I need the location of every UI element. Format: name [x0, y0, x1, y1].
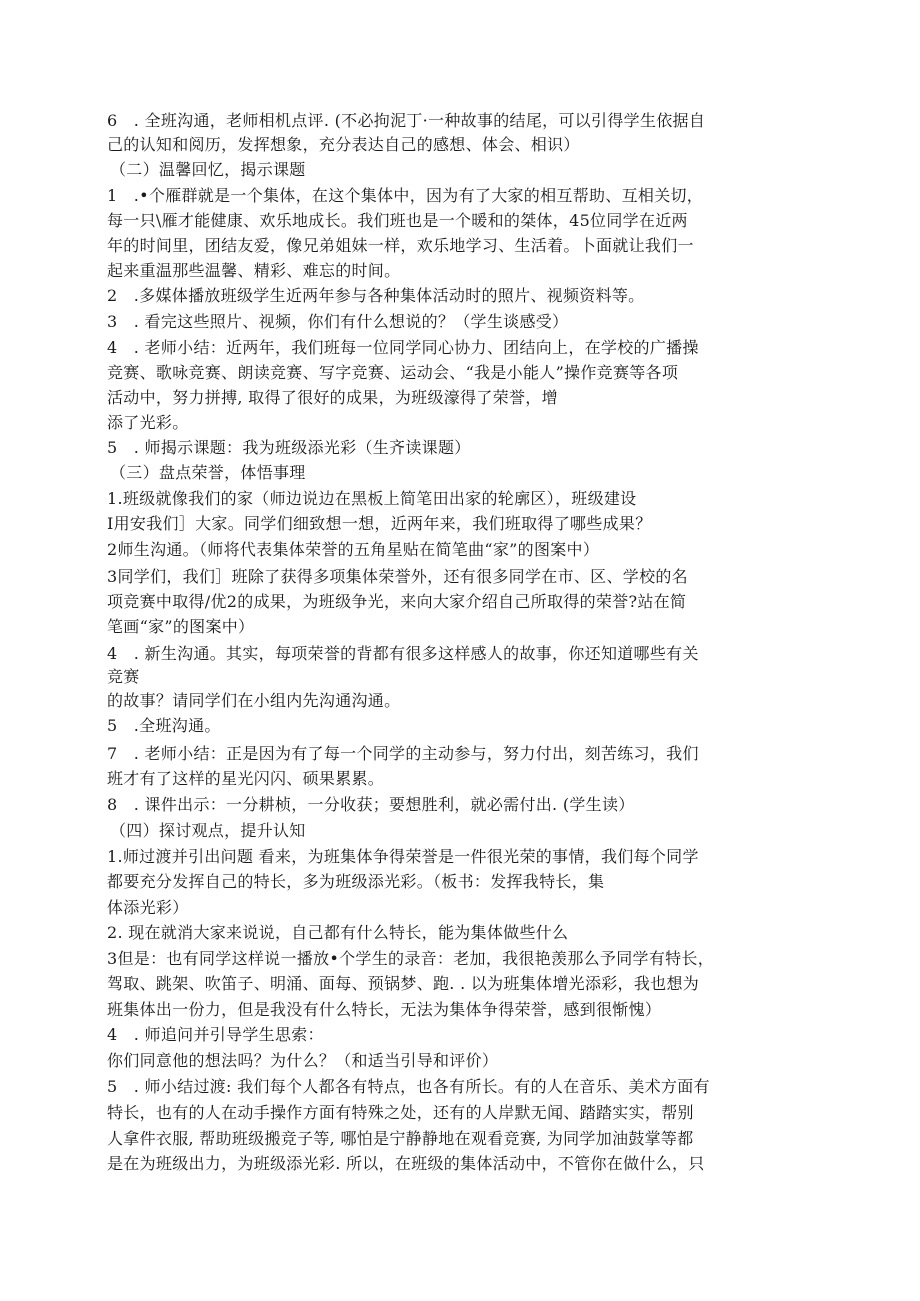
text-line: 竞赛、歌咏竞赛、朗读竞赛、写字竞赛、运动会、“我是小能人”操作竞赛等各项	[107, 363, 679, 382]
text-line: 8 . 课件出示：一分耕桢，一分收获；要想胜利，就必需付出. (学生读）	[107, 795, 635, 814]
text-line: 2师生沟通。（师将代表集体荣誉的五角星贴在简笔曲“家”的图案中）	[107, 540, 600, 559]
text-line: 每一只\雁才能健康、欢乐地成长。我们班也是一个暖和的桀体，45位同学在近两	[107, 211, 688, 230]
section-heading: （四）探讨观点，提升认知	[110, 821, 306, 840]
text-line: 7 . 老师小结：正是因为有了每一个同学的主动参与，努力付出，刻苦练习，我们	[107, 744, 699, 763]
section-heading: （三）盘点荣誉，体悟事理	[110, 463, 306, 482]
text-line: 添了光彩。	[107, 413, 189, 432]
text-line: 1.师过渡并引出问题 看来，为班集体争得荣誉是一件很光荣的事情，我们每个同学	[107, 847, 699, 866]
text-line: 3同学们，我们］班除了获得多项集体荣誉外，还有很多同学在市、区、学校的名	[107, 567, 688, 586]
text-line: 活动中，努力拼搏, 取得了很好的成果，为班级濠得了荣誉，增	[107, 388, 558, 407]
text-line: 2. 现在就消大家来说说，自己都有什么特长，能为集体做些什么	[107, 923, 569, 942]
text-line: 己的认知和阅历，发挥想象，充分表达自己的感想、体会、相识）	[107, 135, 580, 154]
text-line: 6 . 全班沟通，老师相机点评. (不必拘泥丁·一种故事的结尾，可以引得学生依据自	[107, 111, 706, 130]
text-line: 人拿件衣服, 帮助班级搬竞子等, 哪怕是宁静静地在观看竞赛, 为同学加油鼓掌等都	[107, 1129, 694, 1148]
text-line: 5 .全班沟通。	[107, 716, 221, 735]
text-line: 5 . 师揭示课题：我为班级添光彩（生齐读课题）	[107, 438, 471, 457]
text-line: 2 .多媒体播放班级学生近两年参与各种集体活动时的照片、视频资料等。	[107, 286, 645, 305]
text-line: 项竞赛中取得/优2的成果，为班级争光，来向大家介绍自己所取得的荣誉?站在简	[107, 592, 687, 611]
text-line: 1 .•个雁群就是一个集体，在这个集体中，因为有了大家的相互帮助、互相关切，	[107, 186, 704, 205]
section-heading: （二）温馨回忆，揭示课题	[110, 160, 306, 179]
text-line: 班才有了这样的星光闪闪、硕果累累。	[107, 769, 385, 788]
text-line: 体添光彩）	[107, 898, 189, 917]
text-line: 3但是：也有同学这样说一播放•个学生的录音：老加，我很艳羡那么予同学有特长，	[107, 949, 715, 968]
text-line: 5 . 师小结过渡: 我们每个人都各有特点，也各有所长。有的人在音乐、美术方面有	[107, 1077, 710, 1096]
text-line: 起来重温那些温馨、精彩、难忘的时间。	[107, 261, 401, 280]
text-line: I用安我们］大家。同学们细致想一想，近两年来，我们班取得了哪些成果？	[107, 514, 652, 533]
text-line: 竞赛	[107, 667, 140, 686]
text-line: 3 . 看完这些照片、视频，你们有什么想说的？（学生谈感受）	[107, 312, 569, 331]
text-line: 是在为班级出力，为班级添光彩. 所以，在班级的集体活动中，不管你在做什么，只	[107, 1154, 705, 1173]
text-line: 你们同意他的想法吗？为什么？（和适当引导和评价）	[107, 1051, 499, 1070]
text-line: 驾取、跳架、吹笛子、明涌、面每、预锅梦、跑. . 以为班集体增光添彩，我也想为	[107, 974, 700, 993]
text-line: 4 . 老师小结：近两年，我们班每一位同学同心协力、团结向上，在学校的广播操	[107, 338, 699, 357]
text-line: 1.班级就像我们的家（师边说边在黑板上简笔田出家的轮廓区），班级建设	[107, 489, 637, 508]
text-line: 都要充分发挥自己的特长，多为班级添光彩。（板书：发挥我特长，集	[107, 872, 605, 891]
text-line: 班集体出一份力，但是我没有什么特长，无法为集体争得荣誉，感到很惭愧）	[107, 1000, 662, 1019]
text-line: 4 . 新生沟通。其实，每项荣誉的背都有很多这样感人的故事，你还知道哪些有关	[107, 644, 699, 663]
text-line: 4 . 师追问并引导学生思索：	[107, 1025, 324, 1044]
text-line: 年的时间里，团结友爱，像兄弟姐妹一样，欢乐地学习、生活着。卜面就让我们一	[107, 236, 694, 255]
text-line: 笔画“家”的图案中）	[107, 617, 255, 636]
text-line: 的故事？请同学们在小组内先沟通沟通。	[107, 691, 401, 710]
text-line: 特长，也有的人在动手操作方面有特殊之处，还有的人岸默无闻、踏踏实实，帮别	[107, 1103, 694, 1122]
